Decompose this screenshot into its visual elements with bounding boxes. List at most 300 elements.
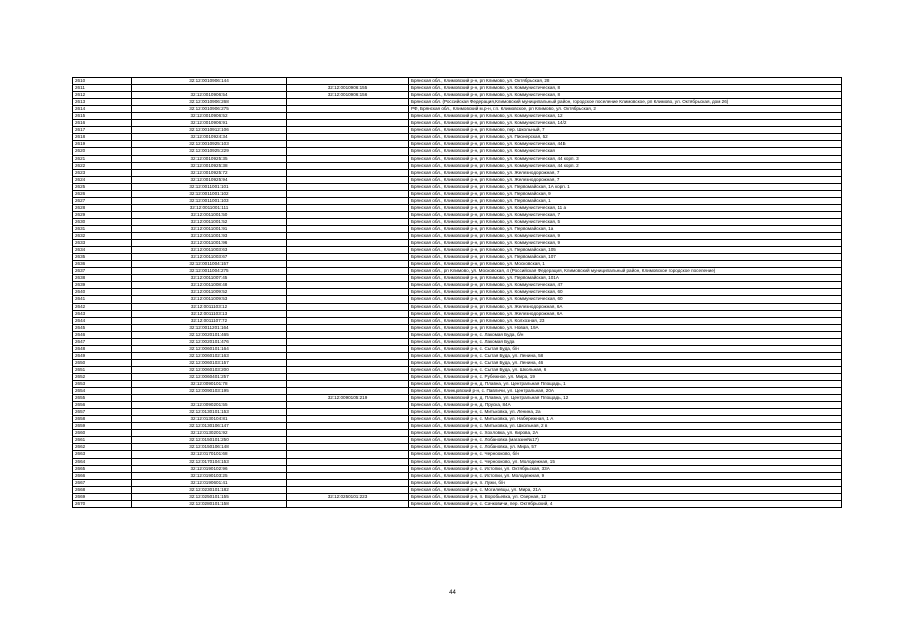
row-number: 2611 bbox=[73, 85, 132, 92]
table-row bbox=[73, 225, 842, 232]
page-number: 44 bbox=[449, 590, 456, 596]
row-number: 2651 bbox=[73, 366, 132, 373]
address: Брянская обл., Климовский р-н, с. Митьковка, ул. Школьная, 2 в bbox=[409, 423, 842, 430]
row-number: 2669 bbox=[73, 493, 132, 500]
cadastral-number: 32:12:0130201:92 bbox=[132, 430, 287, 437]
table-row bbox=[73, 218, 842, 225]
table-row bbox=[73, 486, 842, 493]
address: Брянская обл., Климовский р-н, рп Климово, ул. Коммунистическая, 9 bbox=[409, 233, 842, 240]
cadastral-number: 32:12:0011007:45 bbox=[132, 275, 287, 282]
linked-cadastral-number bbox=[287, 275, 409, 282]
row-number: 2626 bbox=[73, 190, 132, 197]
row-number: 2655 bbox=[73, 395, 132, 402]
address: Брянская обл., Климовский р-н, рп Климово, ул. Коммунистическая, 8 bbox=[409, 92, 842, 99]
address: Брянская обл., Климовский р-н, рп Климово, ул. Первомайская, 1 bbox=[409, 197, 842, 204]
cadastral-number: 32:12:0010906:144 bbox=[132, 78, 287, 85]
address: Брянская обл., Климовский р-н, рп Климово, ул. Первомайская, 1А корп. 1 bbox=[409, 183, 842, 190]
table-row bbox=[73, 176, 842, 183]
table-row bbox=[73, 465, 842, 472]
address: Брянская обл., Клинцовский р-н, с. Павличи, ул. Центральная, 20А bbox=[409, 388, 842, 395]
table-row bbox=[73, 303, 842, 310]
address: Брянская обл., Климовский р-н, с. Лакомая Буда, б/н bbox=[409, 331, 842, 338]
cadastral-number: 32:12:0060103:200 bbox=[132, 366, 287, 373]
row-number: 2640 bbox=[73, 289, 132, 296]
row-number: 2610 bbox=[73, 78, 132, 85]
linked-cadastral-number bbox=[287, 247, 409, 254]
address: Брянская обл., Климовский р-н, п. Лужи, б/н bbox=[409, 479, 842, 486]
table-row bbox=[73, 78, 842, 85]
address: Брянская обл., Климовский р-н, рп Климово, ул. Коммунистическая, 60 bbox=[409, 289, 842, 296]
row-number: 2630 bbox=[73, 218, 132, 225]
linked-cadastral-number bbox=[287, 409, 409, 416]
row-number: 2615 bbox=[73, 113, 132, 120]
linked-cadastral-number bbox=[287, 268, 409, 275]
address: Брянская обл., Климовский р-н, рп Климово, ул. Коммунистическая, 12 bbox=[409, 113, 842, 120]
address: Брянская обл., Климовский р-н, рп Климово, пер. Школьный, 7 bbox=[409, 127, 842, 134]
address: Брянская обл., Климовский р-н, с. Сытая Буда, б/н bbox=[409, 345, 842, 352]
row-number: 2639 bbox=[73, 282, 132, 289]
linked-cadastral-number bbox=[287, 127, 409, 134]
row-number: 2645 bbox=[73, 324, 132, 331]
linked-cadastral-number bbox=[287, 296, 409, 303]
cadastral-number: 32:12:0011103:12 bbox=[132, 303, 287, 310]
table-row bbox=[73, 183, 842, 190]
address: Брянская обл., Климовский р-н, рп Климово, ул. Коммунистическая, 44 корп. 3 bbox=[409, 155, 842, 162]
cadastral-number: 32:12:0250101:155 bbox=[132, 493, 287, 500]
cadastral-number: 32:12:0190601:41 bbox=[132, 479, 287, 486]
linked-cadastral-number bbox=[287, 416, 409, 423]
linked-cadastral-number bbox=[287, 183, 409, 190]
table-row bbox=[73, 430, 842, 437]
cadastral-number bbox=[132, 85, 287, 92]
cadastral-number: 32:12:0011004:275 bbox=[132, 268, 287, 275]
linked-cadastral-number: 32:12:0010906:155 bbox=[287, 85, 409, 92]
row-number: 2618 bbox=[73, 134, 132, 141]
address: Брянская обл., Климовский р-н, рп Климово, ул. Коммунистическая, 8 bbox=[409, 85, 842, 92]
cadastral-number: 32:12:0011001:91 bbox=[132, 225, 287, 232]
address: Брянская обл., Климовский р-н, рп Климово, ул. Железнодорожная, 7 bbox=[409, 169, 842, 176]
table-row bbox=[73, 451, 842, 458]
linked-cadastral-number bbox=[287, 261, 409, 268]
table-row bbox=[73, 423, 842, 430]
linked-cadastral-number bbox=[287, 169, 409, 176]
cadastral-number: 32:12:0011201:164 bbox=[132, 324, 287, 331]
address: РФ, Брянская обл., Климовский м.р-н, г.п. Климовское, рп Климово, ул. Октябрьская, 2 bbox=[409, 106, 842, 113]
row-number: 2620 bbox=[73, 148, 132, 155]
cadastral-number: 32:12:0150101:250 bbox=[132, 437, 287, 444]
row-number: 2670 bbox=[73, 500, 132, 507]
cadastral-number: 32:12:0011001:50 bbox=[132, 211, 287, 218]
table-row bbox=[73, 148, 842, 155]
row-number: 2663 bbox=[73, 451, 132, 458]
address: Брянская обл., Климовский р-н, рп Климово, ул. Железнодорожная, 6А bbox=[409, 310, 842, 317]
address: Брянская обл., Климовский р-н, рп Климово, ул. Первомайская, 101А bbox=[409, 275, 842, 282]
linked-cadastral-number bbox=[287, 388, 409, 395]
table-row bbox=[73, 155, 842, 162]
row-number: 2652 bbox=[73, 373, 132, 380]
cadastral-number: 32:12:0010906:268 bbox=[132, 99, 287, 106]
row-number: 2648 bbox=[73, 345, 132, 352]
address: Брянская обл., Климовский р-н, рп Климово, ул. Коммунистическая, 14/2 bbox=[409, 120, 842, 127]
table-row bbox=[73, 416, 842, 423]
linked-cadastral-number bbox=[287, 338, 409, 345]
linked-cadastral-number bbox=[287, 486, 409, 493]
linked-cadastral-number bbox=[287, 437, 409, 444]
table-row bbox=[73, 106, 842, 113]
table-row bbox=[73, 500, 842, 507]
address: Брянская обл., Климовский р-н, рп Климово, ул. Пионерская, 52 bbox=[409, 134, 842, 141]
table-row bbox=[73, 324, 842, 331]
address: Брянская обл., Климовский р-н, рп Климово, ул. Коммунистическая, 60 bbox=[409, 296, 842, 303]
table-row bbox=[73, 197, 842, 204]
address: Брянская обл., Климовский р-н, рп Климово, ул. Коммунистическая bbox=[409, 148, 842, 155]
address: Брянская обл., Климовский р-н, с. Истопки, ул. Молодежная, 9 bbox=[409, 472, 842, 479]
cadastral-number: 32:12:0190103:25 bbox=[132, 472, 287, 479]
cadastral-table bbox=[72, 77, 842, 508]
row-number: 2646 bbox=[73, 331, 132, 338]
row-number: 2665 bbox=[73, 465, 132, 472]
cadastral-number: 32:12:0011003:67 bbox=[132, 254, 287, 261]
table-row bbox=[73, 254, 842, 261]
linked-cadastral-number bbox=[287, 359, 409, 366]
row-number: 2636 bbox=[73, 261, 132, 268]
linked-cadastral-number bbox=[287, 402, 409, 409]
table-row bbox=[73, 113, 842, 120]
row-number: 2613 bbox=[73, 99, 132, 106]
linked-cadastral-number bbox=[287, 472, 409, 479]
cadastral-number: 32:12:0230101:182 bbox=[132, 486, 287, 493]
table-row bbox=[73, 233, 842, 240]
linked-cadastral-number bbox=[287, 381, 409, 388]
cadastral-number: 32:12:0150106:148 bbox=[132, 444, 287, 451]
linked-cadastral-number bbox=[287, 233, 409, 240]
address: Брянская обл., Климовский р-н, рп Климово, ул. Коммунистическая, 5 bbox=[409, 218, 842, 225]
cadastral-number: 32:12:0060101:164 bbox=[132, 345, 287, 352]
table-row bbox=[73, 127, 842, 134]
linked-cadastral-number bbox=[287, 197, 409, 204]
table-row bbox=[73, 99, 842, 106]
cadastral-number: 32:12:0010925:103 bbox=[132, 141, 287, 148]
table-row bbox=[73, 437, 842, 444]
table-row bbox=[73, 479, 842, 486]
row-number: 2637 bbox=[73, 268, 132, 275]
linked-cadastral-number bbox=[287, 303, 409, 310]
row-number: 2622 bbox=[73, 162, 132, 169]
cadastral-number: 32:12:0010925:94 bbox=[132, 176, 287, 183]
cadastral-number: 32:12:0011004:157 bbox=[132, 261, 287, 268]
address: Брянская обл., Климовский р-н, рп Климово, ул. Первомайская, 105 bbox=[409, 247, 842, 254]
cadastral-number: 32:12:0020101:476 bbox=[132, 338, 287, 345]
row-number: 2658 bbox=[73, 416, 132, 423]
table-row bbox=[73, 331, 842, 338]
row-number: 2619 bbox=[73, 141, 132, 148]
address: Брянская обл., рп Климово, ул. Московская, 4 (Российская Федерация, Климовский муниципальный район, Климовское городское поселение) bbox=[409, 268, 842, 275]
cadastral-number: 32:12:0010906:52 bbox=[132, 113, 287, 120]
address: Брянская обл., Климовский р-н, с. Лакомая Буда bbox=[409, 338, 842, 345]
linked-cadastral-number bbox=[287, 141, 409, 148]
address: Брянская обл., Климовский р-н, с. Митьковка, ул. Ленина, 2а bbox=[409, 409, 842, 416]
linked-cadastral-number bbox=[287, 500, 409, 507]
address: Брянская обл., Климовский р-н, с. Сачковичи, пер. Октябрьский, 4 bbox=[409, 500, 842, 507]
address: Брянская обл., Климовский р-н, д. Пруска, 84А bbox=[409, 402, 842, 409]
address: Брянская обл., Климовский р-н, рп Климово, ул. Коммунистическая, 47 bbox=[409, 282, 842, 289]
row-number: 2644 bbox=[73, 317, 132, 324]
linked-cadastral-number bbox=[287, 218, 409, 225]
table-row bbox=[73, 338, 842, 345]
table-row bbox=[73, 268, 842, 275]
row-number: 2668 bbox=[73, 486, 132, 493]
linked-cadastral-number bbox=[287, 282, 409, 289]
address: Брянская обл., Климовский р-н, рп Климово, ул. Первомайская, 1а bbox=[409, 225, 842, 232]
row-number: 2657 bbox=[73, 409, 132, 416]
table-row bbox=[73, 458, 842, 465]
cadastral-number: 32:12:0011001:111 bbox=[132, 204, 287, 211]
row-number: 2660 bbox=[73, 430, 132, 437]
linked-cadastral-number bbox=[287, 479, 409, 486]
cadastral-number bbox=[132, 395, 287, 402]
cadastral-number: 32:12:0011107:72 bbox=[132, 317, 287, 324]
table-row bbox=[73, 190, 842, 197]
linked-cadastral-number bbox=[287, 324, 409, 331]
linked-cadastral-number bbox=[287, 155, 409, 162]
address: Брянская обл., Климовский р-н, рп Климово, ул. Колхозная, 23 bbox=[409, 317, 842, 324]
table-row bbox=[73, 359, 842, 366]
cadastral-number: 32:12:0011001:102 bbox=[132, 190, 287, 197]
linked-cadastral-number: 32:12:0250101:223 bbox=[287, 493, 409, 500]
address: Брянская обл., Климовский р-н, рп Климово, ул. Коммунистическая, 9 bbox=[409, 240, 842, 247]
linked-cadastral-number bbox=[287, 444, 409, 451]
cadastral-number: 32:12:0090103:195 bbox=[132, 388, 287, 395]
cadastral-number: 32:12:0010906:91 bbox=[132, 120, 287, 127]
cadastral-number: 32:12:0060401:257 bbox=[132, 373, 287, 380]
table-row bbox=[73, 409, 842, 416]
address: Брянская обл., Климовский р-н, д. Плавна, ул. Центральная Площадь, 12 bbox=[409, 395, 842, 402]
address: Брянская обл., Климовский р-н, рп Климово, ул. Московская, 1 bbox=[409, 261, 842, 268]
table-row bbox=[73, 296, 842, 303]
table-row bbox=[73, 275, 842, 282]
row-number: 2635 bbox=[73, 254, 132, 261]
row-number: 2629 bbox=[73, 211, 132, 218]
address: Брянская обл., Климовский р-н, д. Плавна, ул. Центральная Площадь, 1 bbox=[409, 381, 842, 388]
linked-cadastral-number bbox=[287, 204, 409, 211]
row-number: 2631 bbox=[73, 225, 132, 232]
linked-cadastral-number bbox=[287, 430, 409, 437]
table-row bbox=[73, 282, 842, 289]
address: Брянская обл., Климовский р-н, с. Сытая Буда, ул. Ленина, 58 bbox=[409, 352, 842, 359]
row-number: 2659 bbox=[73, 423, 132, 430]
document-sheet bbox=[72, 77, 842, 508]
table-row bbox=[73, 444, 842, 451]
table-row bbox=[73, 247, 842, 254]
linked-cadastral-number bbox=[287, 366, 409, 373]
linked-cadastral-number bbox=[287, 451, 409, 458]
address: Брянская обл. (Российская Федерация,Климовский муниципальный район, городское поселение Климовское, рп Климово, ул. Октябрьская, дом 26) bbox=[409, 99, 842, 106]
address: Брянская обл., Климовский р-н, с. Сытая Буда, ул. Ленина, 46 bbox=[409, 359, 842, 366]
cadastral-number: 32:12:0011103:13 bbox=[132, 310, 287, 317]
address: Брянская обл., Климовский р-н, рп Климово, ул. Октябрьская, 28 bbox=[409, 78, 842, 85]
row-number: 2650 bbox=[73, 359, 132, 366]
address: Брянская обл., Климовский р-н, рп Климово, ул. Первомайская, 107 bbox=[409, 254, 842, 261]
address: Брянская обл., Климовский р-н, с. Хохловка, ул. Кирова, 2А bbox=[409, 430, 842, 437]
row-number: 2656 bbox=[73, 402, 132, 409]
address: Брянская обл., Климовский р-н, с. Чернооково, ул. Молодежная, 15 bbox=[409, 458, 842, 465]
cadastral-number: 32:12:0011008:48 bbox=[132, 282, 287, 289]
linked-cadastral-number bbox=[287, 345, 409, 352]
address: Брянская обл., Климовский р-н, рп Климово, ул. Железнодорожная, 7 bbox=[409, 176, 842, 183]
linked-cadastral-number: 32:12:0010906:156 bbox=[287, 92, 409, 99]
linked-cadastral-number bbox=[287, 120, 409, 127]
address: Брянская обл., Климовский р-н, рп Климово, ул. Коммунистическая, 44 корп. 2 bbox=[409, 162, 842, 169]
table-row bbox=[73, 310, 842, 317]
table-row bbox=[73, 169, 842, 176]
row-number: 2654 bbox=[73, 388, 132, 395]
linked-cadastral-number bbox=[287, 190, 409, 197]
row-number: 2642 bbox=[73, 303, 132, 310]
linked-cadastral-number bbox=[287, 113, 409, 120]
row-number: 2628 bbox=[73, 204, 132, 211]
row-number: 2638 bbox=[73, 275, 132, 282]
row-number: 2621 bbox=[73, 155, 132, 162]
address: Брянская обл., Климовский р-н, рп Климово, ул. Железнодорожная, 6А bbox=[409, 303, 842, 310]
address: Брянская обл., Климовский р-н, с. Истопки, ул. Октябрьская, 33А bbox=[409, 465, 842, 472]
cadastral-number: 32:12:0170104:153 bbox=[132, 458, 287, 465]
linked-cadastral-number bbox=[287, 331, 409, 338]
cadastral-number: 32:12:0011001:96 bbox=[132, 240, 287, 247]
linked-cadastral-number: 32:12:0090105:219 bbox=[287, 395, 409, 402]
address: Брянская обл., Климовский р-н, п. Воробьевка, ул. Озерная, 12 bbox=[409, 493, 842, 500]
table-row bbox=[73, 366, 842, 373]
address: Брянская обл., Климовский р-н, с. Рубежное, ул. Мира, 19 bbox=[409, 373, 842, 380]
table-row bbox=[73, 493, 842, 500]
table-row bbox=[73, 134, 842, 141]
cadastral-number: 32:12:0130101:153 bbox=[132, 409, 287, 416]
cadastral-number: 32:12:0060102:163 bbox=[132, 352, 287, 359]
address: Брянская обл., Климовский р-н, рп Климово, ул. Новая, 19А bbox=[409, 324, 842, 331]
table-row bbox=[73, 85, 842, 92]
cadastral-number: 32:12:0011001:101 bbox=[132, 183, 287, 190]
row-number: 2633 bbox=[73, 240, 132, 247]
row-number: 2667 bbox=[73, 479, 132, 486]
row-number: 2641 bbox=[73, 296, 132, 303]
cadastral-number: 32:12:0170101:68 bbox=[132, 451, 287, 458]
cadastral-number: 32:12:0130106:147 bbox=[132, 423, 287, 430]
cadastral-number: 32:12:0090101:78 bbox=[132, 381, 287, 388]
table-row bbox=[73, 381, 842, 388]
cadastral-number: 32:12:0010925:38 bbox=[132, 162, 287, 169]
table-row bbox=[73, 204, 842, 211]
row-number: 2614 bbox=[73, 106, 132, 113]
cadastral-number: 32:12:0011001:93 bbox=[132, 233, 287, 240]
row-number: 2634 bbox=[73, 247, 132, 254]
linked-cadastral-number bbox=[287, 352, 409, 359]
address: Брянская обл., Климовский р-н, рп Климово, ул. Коммунистическая, 11 а bbox=[409, 204, 842, 211]
linked-cadastral-number bbox=[287, 240, 409, 247]
table-row bbox=[73, 289, 842, 296]
table-body bbox=[73, 78, 842, 508]
table-row bbox=[73, 240, 842, 247]
cadastral-number: 32:12:0130104:81 bbox=[132, 416, 287, 423]
linked-cadastral-number bbox=[287, 317, 409, 324]
table-row bbox=[73, 373, 842, 380]
linked-cadastral-number bbox=[287, 310, 409, 317]
linked-cadastral-number bbox=[287, 373, 409, 380]
row-number: 2643 bbox=[73, 310, 132, 317]
row-number: 2662 bbox=[73, 444, 132, 451]
linked-cadastral-number bbox=[287, 162, 409, 169]
table-row bbox=[73, 388, 842, 395]
row-number: 2664 bbox=[73, 458, 132, 465]
address: Брянская обл., Климовский р-н, с. Митьковка, ул. Набережная, 1 А bbox=[409, 416, 842, 423]
cadastral-number: 32:12:0010925:229 bbox=[132, 148, 287, 155]
table-row bbox=[73, 472, 842, 479]
cadastral-number: 32:12:0010906:54 bbox=[132, 92, 287, 99]
linked-cadastral-number bbox=[287, 254, 409, 261]
row-number: 2617 bbox=[73, 127, 132, 134]
linked-cadastral-number bbox=[287, 99, 409, 106]
row-number: 2624 bbox=[73, 176, 132, 183]
cadastral-number: 32:12:0011009:53 bbox=[132, 296, 287, 303]
table-row bbox=[73, 211, 842, 218]
row-number: 2647 bbox=[73, 338, 132, 345]
linked-cadastral-number bbox=[287, 289, 409, 296]
cadastral-number: 32:12:0060103:157 bbox=[132, 359, 287, 366]
table-row bbox=[73, 395, 842, 402]
address: Брянская обл., Климовский р-н, с. Лобановка (магазин№17) bbox=[409, 437, 842, 444]
cadastral-number: 32:12:0010912:106 bbox=[132, 127, 287, 134]
cadastral-number: 32:12:0011001:52 bbox=[132, 218, 287, 225]
linked-cadastral-number bbox=[287, 423, 409, 430]
cadastral-number: 32:12:0280101:158 bbox=[132, 500, 287, 507]
row-number: 2649 bbox=[73, 352, 132, 359]
linked-cadastral-number bbox=[287, 148, 409, 155]
linked-cadastral-number bbox=[287, 106, 409, 113]
cadastral-number: 32:12:0010925:72 bbox=[132, 169, 287, 176]
linked-cadastral-number bbox=[287, 211, 409, 218]
row-number: 2616 bbox=[73, 120, 132, 127]
cadastral-number: 32:12:0010924:34 bbox=[132, 134, 287, 141]
table-row bbox=[73, 92, 842, 99]
row-number: 2623 bbox=[73, 169, 132, 176]
table-row bbox=[73, 141, 842, 148]
cadastral-number: 32:12:0010906:275 bbox=[132, 106, 287, 113]
table-row bbox=[73, 162, 842, 169]
address: Брянская обл., Климовский р-н, с. Могилевцы, ул. Мира, 21А bbox=[409, 486, 842, 493]
linked-cadastral-number bbox=[287, 78, 409, 85]
cadastral-number: 32:12:0011001:103 bbox=[132, 197, 287, 204]
table-row bbox=[73, 402, 842, 409]
address: Брянская обл., Климовский р-н, с. Чернооково, б/н bbox=[409, 451, 842, 458]
address: Брянская обл., Климовский р-н, с. Сытая Буда, ул. Школьная, 6 bbox=[409, 366, 842, 373]
table-row bbox=[73, 352, 842, 359]
table-row bbox=[73, 345, 842, 352]
row-number: 2625 bbox=[73, 183, 132, 190]
row-number: 2612 bbox=[73, 92, 132, 99]
linked-cadastral-number bbox=[287, 465, 409, 472]
cadastral-number: 32:12:0011009:52 bbox=[132, 289, 287, 296]
cadastral-number: 32:12:0020101:465 bbox=[132, 331, 287, 338]
address: Брянская обл., Климовский р-н, рп Климово, ул. Коммунистическая, 7 bbox=[409, 211, 842, 218]
cadastral-number: 32:12:0011003:63 bbox=[132, 247, 287, 254]
cadastral-number: 32:12:0090201:55 bbox=[132, 402, 287, 409]
linked-cadastral-number bbox=[287, 225, 409, 232]
linked-cadastral-number bbox=[287, 458, 409, 465]
table-row bbox=[73, 261, 842, 268]
linked-cadastral-number bbox=[287, 134, 409, 141]
address: Брянская обл., Климовский р-н, рп Климово, ул. Первомайская, 9 bbox=[409, 190, 842, 197]
row-number: 2627 bbox=[73, 197, 132, 204]
cadastral-number: 32:12:0010925:35 bbox=[132, 155, 287, 162]
row-number: 2666 bbox=[73, 472, 132, 479]
